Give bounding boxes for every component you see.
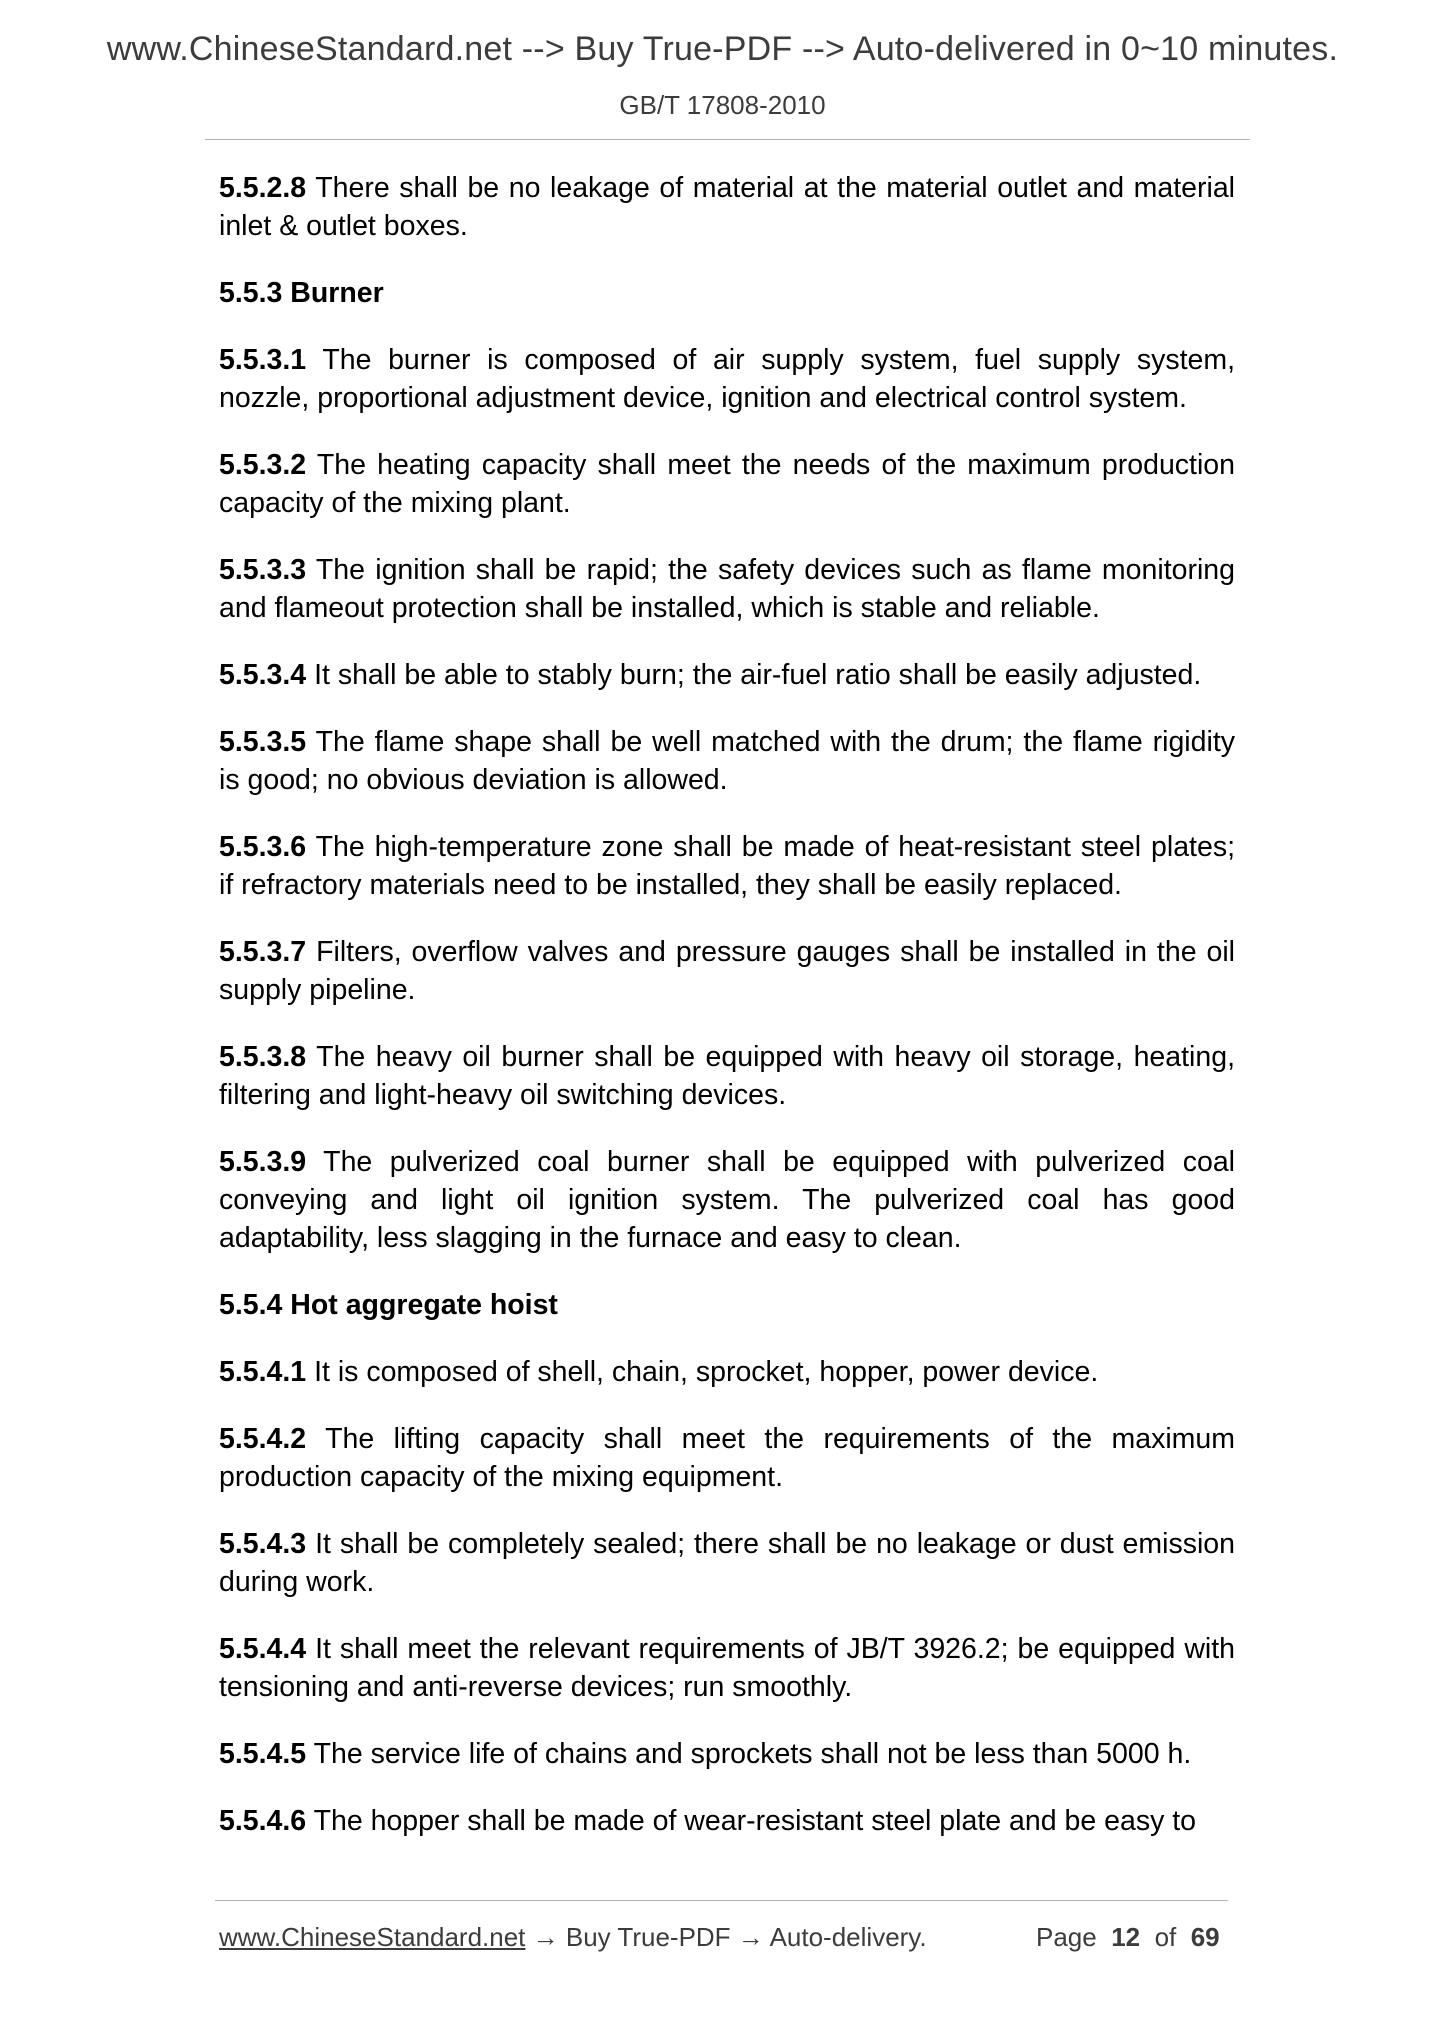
page-indicator [1036,1922,1220,1953]
clause-text: Filters, overflow valves and pressure gauges shall be installed in the oil supply pipeline. [219,936,1236,1006]
document-body [219,169,1235,1869]
clause-text: The heating capacity shall meet the needs of the maximum production capacity of the mixing plant. [219,449,1236,519]
clause-number: 5.5.3.6 [219,831,307,863]
clause-number: 5.5.4.2 [219,1423,307,1455]
clause-number: 5.5.4.4 [219,1633,307,1665]
clause-number: 5.5.3.1 [219,344,307,376]
clause-number: 5.5.3.7 [219,936,307,968]
clause-5-5-4-3 [219,1525,1235,1601]
clause-5-5-3-7 [219,933,1235,1009]
clause-5-5-3-6 [219,828,1235,904]
clause-number: 5.5.3.3 [219,554,307,586]
clause-text: The high-temperature zone shall be made of heat-resistant steel plates; if refractory materials need to be installed, they shall be easily replaced. [219,831,1235,901]
clause-text: The lifting capacity shall meet the requirements of the maximum production capacity of the mixing equipment. [219,1423,1235,1493]
clause-text: It shall be completely sealed; there shall be no leakage or dust emission during work. [219,1528,1235,1598]
clause-5-5-4-2 [219,1420,1235,1496]
clause-5-5-4-4 [219,1630,1235,1706]
clause-text: The burner is composed of air supply system, fuel supply system, nozzle, proportional adjustment device, ignition and electrical control system. [219,344,1236,414]
top-banner: www.ChineseStandard.net --> Buy True-PDF --> Auto-delivered in 0~10 minutes. [106,30,1339,68]
header-divider [205,139,1250,140]
clause-number: 5.5.4.5 [219,1738,307,1770]
clause-5-5-3-4 [219,656,1235,694]
clause-5-5-3-1 [219,341,1235,417]
clause-text: The flame shape shall be well matched with the drum; the flame rigidity is good; no obvious deviation is allowed. [219,726,1235,796]
clause-number: 5.5.4.6 [219,1805,307,1837]
clause-5-5-4-6 [219,1802,1235,1840]
clause-5-5-3-9 [219,1143,1235,1257]
clause-5-5-3-5 [219,723,1235,799]
of-label: of [1154,1922,1177,1952]
clause-5-5-4-5 [219,1735,1235,1773]
clause-number: 5.5.3.8 [219,1041,307,1073]
page-current: 12 [1111,1922,1141,1952]
clause-text: The pulverized coal burner shall be equipped with pulverized coal conveying and light oil ignition system. The pulverized coal has good adaptability, less slagging in the furnace and easy to clean. [219,1146,1236,1254]
clause-5-5-3-2 [219,446,1235,522]
clause-5-5-3-8 [219,1038,1235,1114]
clause-text: There shall be no leakage of material at the material outlet and material inlet & outlet boxes. [219,172,1236,242]
footer-tagline: → Buy True-PDF → Auto-delivery. [525,1922,927,1952]
section-heading-5-5-3: 5.5.3 Burner [219,277,384,309]
clause-number: 5.5.4.3 [219,1528,307,1560]
site-link[interactable]: www.ChineseStandard.net [219,1922,526,1952]
standard-code: GB/T 17808-2010 [619,90,826,120]
clause-5-5-4-1 [219,1353,1235,1391]
clause-number: 5.5.3.4 [219,659,307,691]
footer-promo [219,1922,927,1953]
clause-number: 5.5.3.9 [219,1146,307,1178]
page-label: Page [1036,1922,1097,1952]
section-heading-5-5-4: 5.5.4 Hot aggregate hoist [219,1289,558,1321]
clause-number: 5.5.3.2 [219,449,307,481]
clause-text: It shall meet the relevant requirements of JB/T 3926.2; be equipped with tensioning and anti-reverse devices; run smoothly. [219,1633,1236,1703]
clause-text: The ignition shall be rapid; the safety devices such as flame monitoring and flameout protection shall be installed, which is stable and reliable. [219,554,1235,624]
clause-number: 5.5.2.8 [219,172,307,204]
clause-text: The heavy oil burner shall be equipped with heavy oil storage, heating, filtering and light-heavy oil switching devices. [219,1041,1236,1111]
clause-text: It shall be able to stably burn; the air-fuel ratio shall be easily adjusted. [314,659,1202,691]
clause-number: 5.5.4.1 [219,1356,307,1388]
clause-5-5-2-8 [219,169,1235,245]
clause-text: The hopper shall be made of wear-resistant steel plate and be easy to [313,1805,1197,1837]
clause-number: 5.5.3.5 [219,726,307,758]
clause-5-5-3-3 [219,551,1235,627]
clause-text: It is composed of shell, chain, sprocket, hopper, power device. [314,1356,1099,1388]
footer-divider [215,1900,1228,1901]
clause-text: The service life of chains and sprockets shall not be less than 5000 h. [313,1738,1192,1770]
page-total: 69 [1190,1922,1220,1952]
